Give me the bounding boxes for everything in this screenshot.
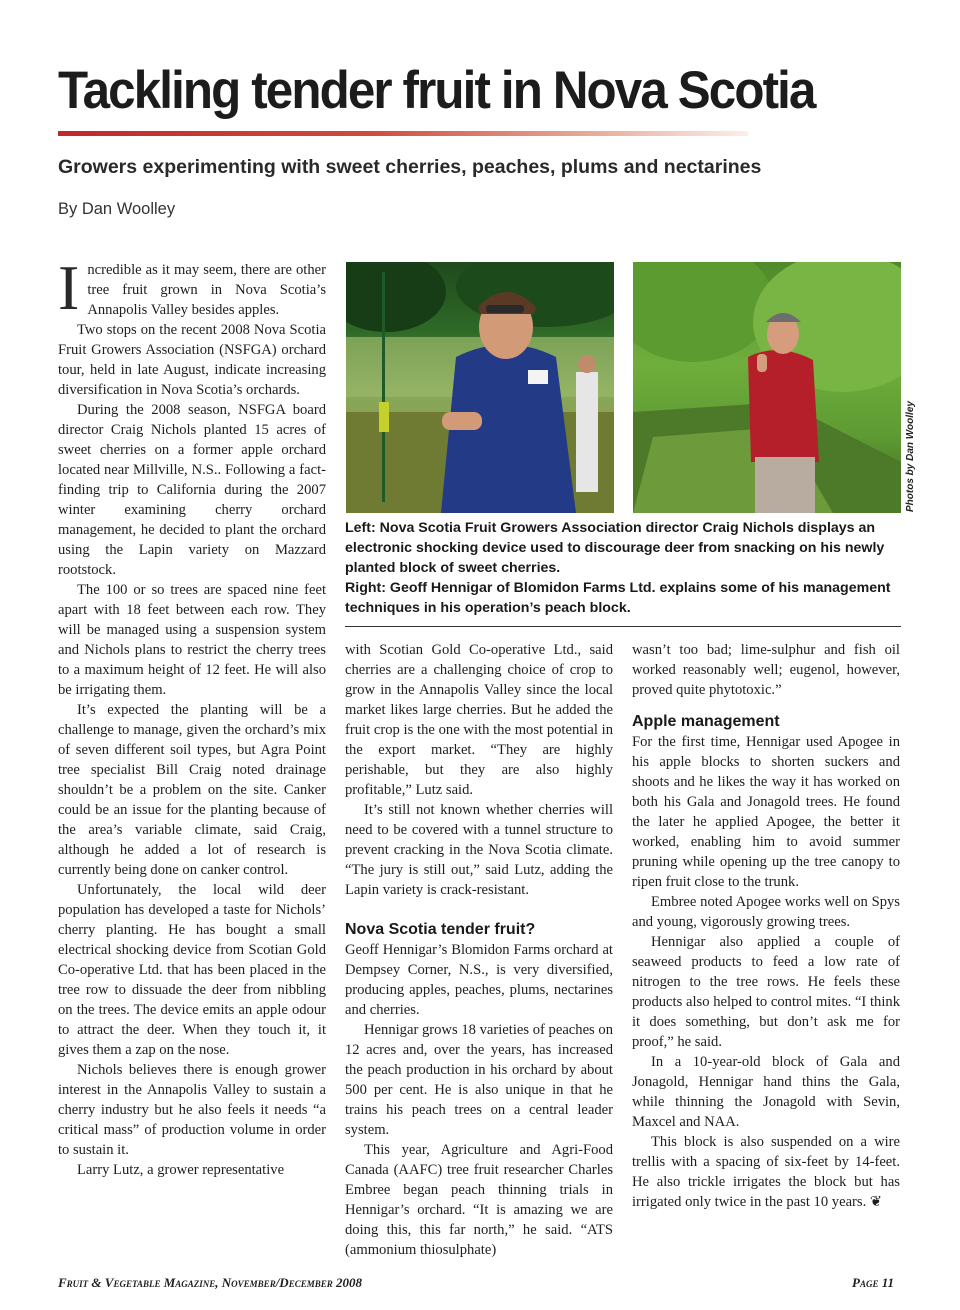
body-paragraph: The 100 or so trees are spaced nine feet apart with 18 feet between each row. They will be managed using a suspension system and Nichols plans to restrict the cherry trees to a maximum height of 12 feet. He will also be irrigating them. (58, 582, 326, 698)
article-headline: Tackling tender fruit in Nova Scotia (58, 61, 815, 120)
headline-rule (58, 131, 748, 136)
body-column-1 (58, 252, 326, 1180)
article-byline: By Dan Woolley (58, 200, 176, 218)
end-of-article-mark: ❦ (869, 1194, 883, 1210)
body-paragraph: It’s expected the planting will be a challenge to manage, given the orchard’s mix of seven different soil types, but Agra Point tree specialist Bill Craig noted drainage shouldn’t be a problem on the site. Canker could be an issue for the planting because of the area’s variable climate, said Craig, although he added a lot of research is currently being done on canker control. (58, 702, 326, 878)
body-column-3 (632, 640, 900, 1212)
section-heading-apple-management: Apple management (632, 713, 780, 730)
footer-page-number: Page 11 (852, 1275, 894, 1290)
body-paragraph: Larry Lutz, a grower representative (77, 1162, 285, 1178)
photo-geoff-hennigar-illustration (633, 262, 901, 513)
caption-right: Right: Geoff Hennigar of Blomidon Farms Ltd. explains some of his management techniques in his operation’s peach block. (345, 580, 891, 616)
body-paragraph: This year, Agriculture and Agri-Food Canada (AAFC) tree fruit researcher Charles Embree began peach thinning trials in Hennigar’s orchard. “It is amazing we are doing this, this far north,” he said. “ATS (ammonium thiosulphate) (345, 1142, 613, 1258)
body-paragraph: For the first time, Hennigar used Apogee in his apple blocks to shorten suckers and shoots and he likes the way it has worked on both his Gala and Jonagold trees. He found the later he applied Apogee, the better it worked, enabling him to avoid summer pruning while opening up the tree canopy to ripen fruit close to the trunk. (632, 734, 900, 890)
photo-caption (345, 518, 905, 618)
drop-cap: I (58, 252, 80, 323)
body-paragraph: Hennigar also applied a couple of seaweed products to feed a low rate of nitrogen to the tree rows. He feels these products also helped to control mites. “I think it does something, but don’t ask me for proof,” he said. (632, 934, 900, 1050)
photo-craig-nichols (346, 262, 614, 513)
body-paragraph: with Scotian Gold Co-operative Ltd., said cherries are a challenging choice of crop to grow in the Annapolis Valley since the local market likes large cherries. But he added the fruit crop is the one with the most potential in the export market. “They are highly perishable, but they are also highly profitable,” Lutz said. (345, 642, 613, 798)
body-paragraph: Hennigar grows 18 varieties of peaches on 12 acres and, over the years, has increased the peach production in his orchard by about 500 per cent. He is also unique in that he trains his peach trees on a central leader system. (345, 1022, 613, 1138)
caption-left: Left: Nova Scotia Fruit Growers Association director Craig Nichols displays an electronic shocking device used to discourage deer from snacking on his newly planted block of sweet cherries. (345, 520, 885, 576)
body-paragraph: In a 10-year-old block of Gala and Jonagold, Hennigar hand thins the Gala, while thinning the Jonagold with Sevin, Maxcel and NAA. (632, 1054, 900, 1130)
footer-publication: Fruit & Vegetable Magazine, November/December 2008 (58, 1275, 362, 1290)
body-paragraph: It’s still not known whether cherries will need to be covered with a tunnel structure to prevent cracking in the Nova Scotia climate. “The jury is still out,” said Lutz, adding the Lapin variety is crack-resistant. (345, 802, 613, 898)
paragraph-text: This block is also suspended on a wire trellis with a spacing of six-feet by 14-feet. He also trickle irrigates the block but has irrigated only twice in the past 10 years. (632, 1134, 900, 1210)
intro-paragraph (58, 252, 326, 323)
body-paragraph: Two stops on the recent 2008 Nova Scotia Fruit Growers Association (NSFGA) orchard tour, held in late August, indicate increasing diversification in Nova Scotia’s orchards. (58, 322, 326, 398)
body-paragraph: Nichols believes there is enough grower interest in the Annapolis Valley to sustain a cherry industry but he also feels it needs “a critical mass” of production volume in order to sustain it. (58, 1062, 326, 1158)
paragraph-text: ncredible as it may seem, there are other tree fruit grown in Nova Scotia’s Annapolis Valley besides apples. (87, 262, 326, 318)
body-paragraph: Geoff Hennigar’s Blomidon Farms orchard at Dempsey Corner, N.S., is very diversified, producing apples, peaches, plums, nectarines and cherries. (345, 942, 613, 1018)
photo-craig-nichols-illustration (346, 262, 614, 513)
body-column-2 (345, 640, 613, 1260)
body-paragraph: wasn’t too bad; lime-sulphur and fish oil worked reasonably well; eugenol, however, proved quite phytotoxic.” (632, 642, 900, 698)
article-subhead: Growers experimenting with sweet cherries, peaches, plums and nectarines (58, 156, 762, 178)
caption-divider (345, 626, 901, 627)
body-paragraph (632, 1132, 900, 1212)
photo-credit: Photos by Dan Woolley (905, 401, 916, 512)
body-paragraph: During the 2008 season, NSFGA board director Craig Nichols planted 15 acres of sweet cherries on a former apple orchard located near Millville, N.S.. Following a fact-finding trip to California during the 2007 winter examining cherry orchard management, he decided to plant the orchard using the Lapin variety on Mazzard rootstock. (58, 402, 326, 578)
section-heading-tender-fruit: Nova Scotia tender fruit? (345, 921, 536, 938)
body-paragraph: Embree noted Apogee works well on Spys and young, vigorously growing trees. (632, 894, 900, 930)
photo-geoff-hennigar (633, 262, 901, 513)
body-paragraph: Unfortunately, the local wild deer population has developed a taste for Nichols’ cherry planting. He has bought a small electrical shocking device from Scotian Gold Co-operative Ltd. that has been placed in the tree row to dissuade the deer from nibbling on the trees. The device emits an apple odour to attract the deer. When they touch it, it gives them a zap on the nose. (58, 882, 326, 1058)
